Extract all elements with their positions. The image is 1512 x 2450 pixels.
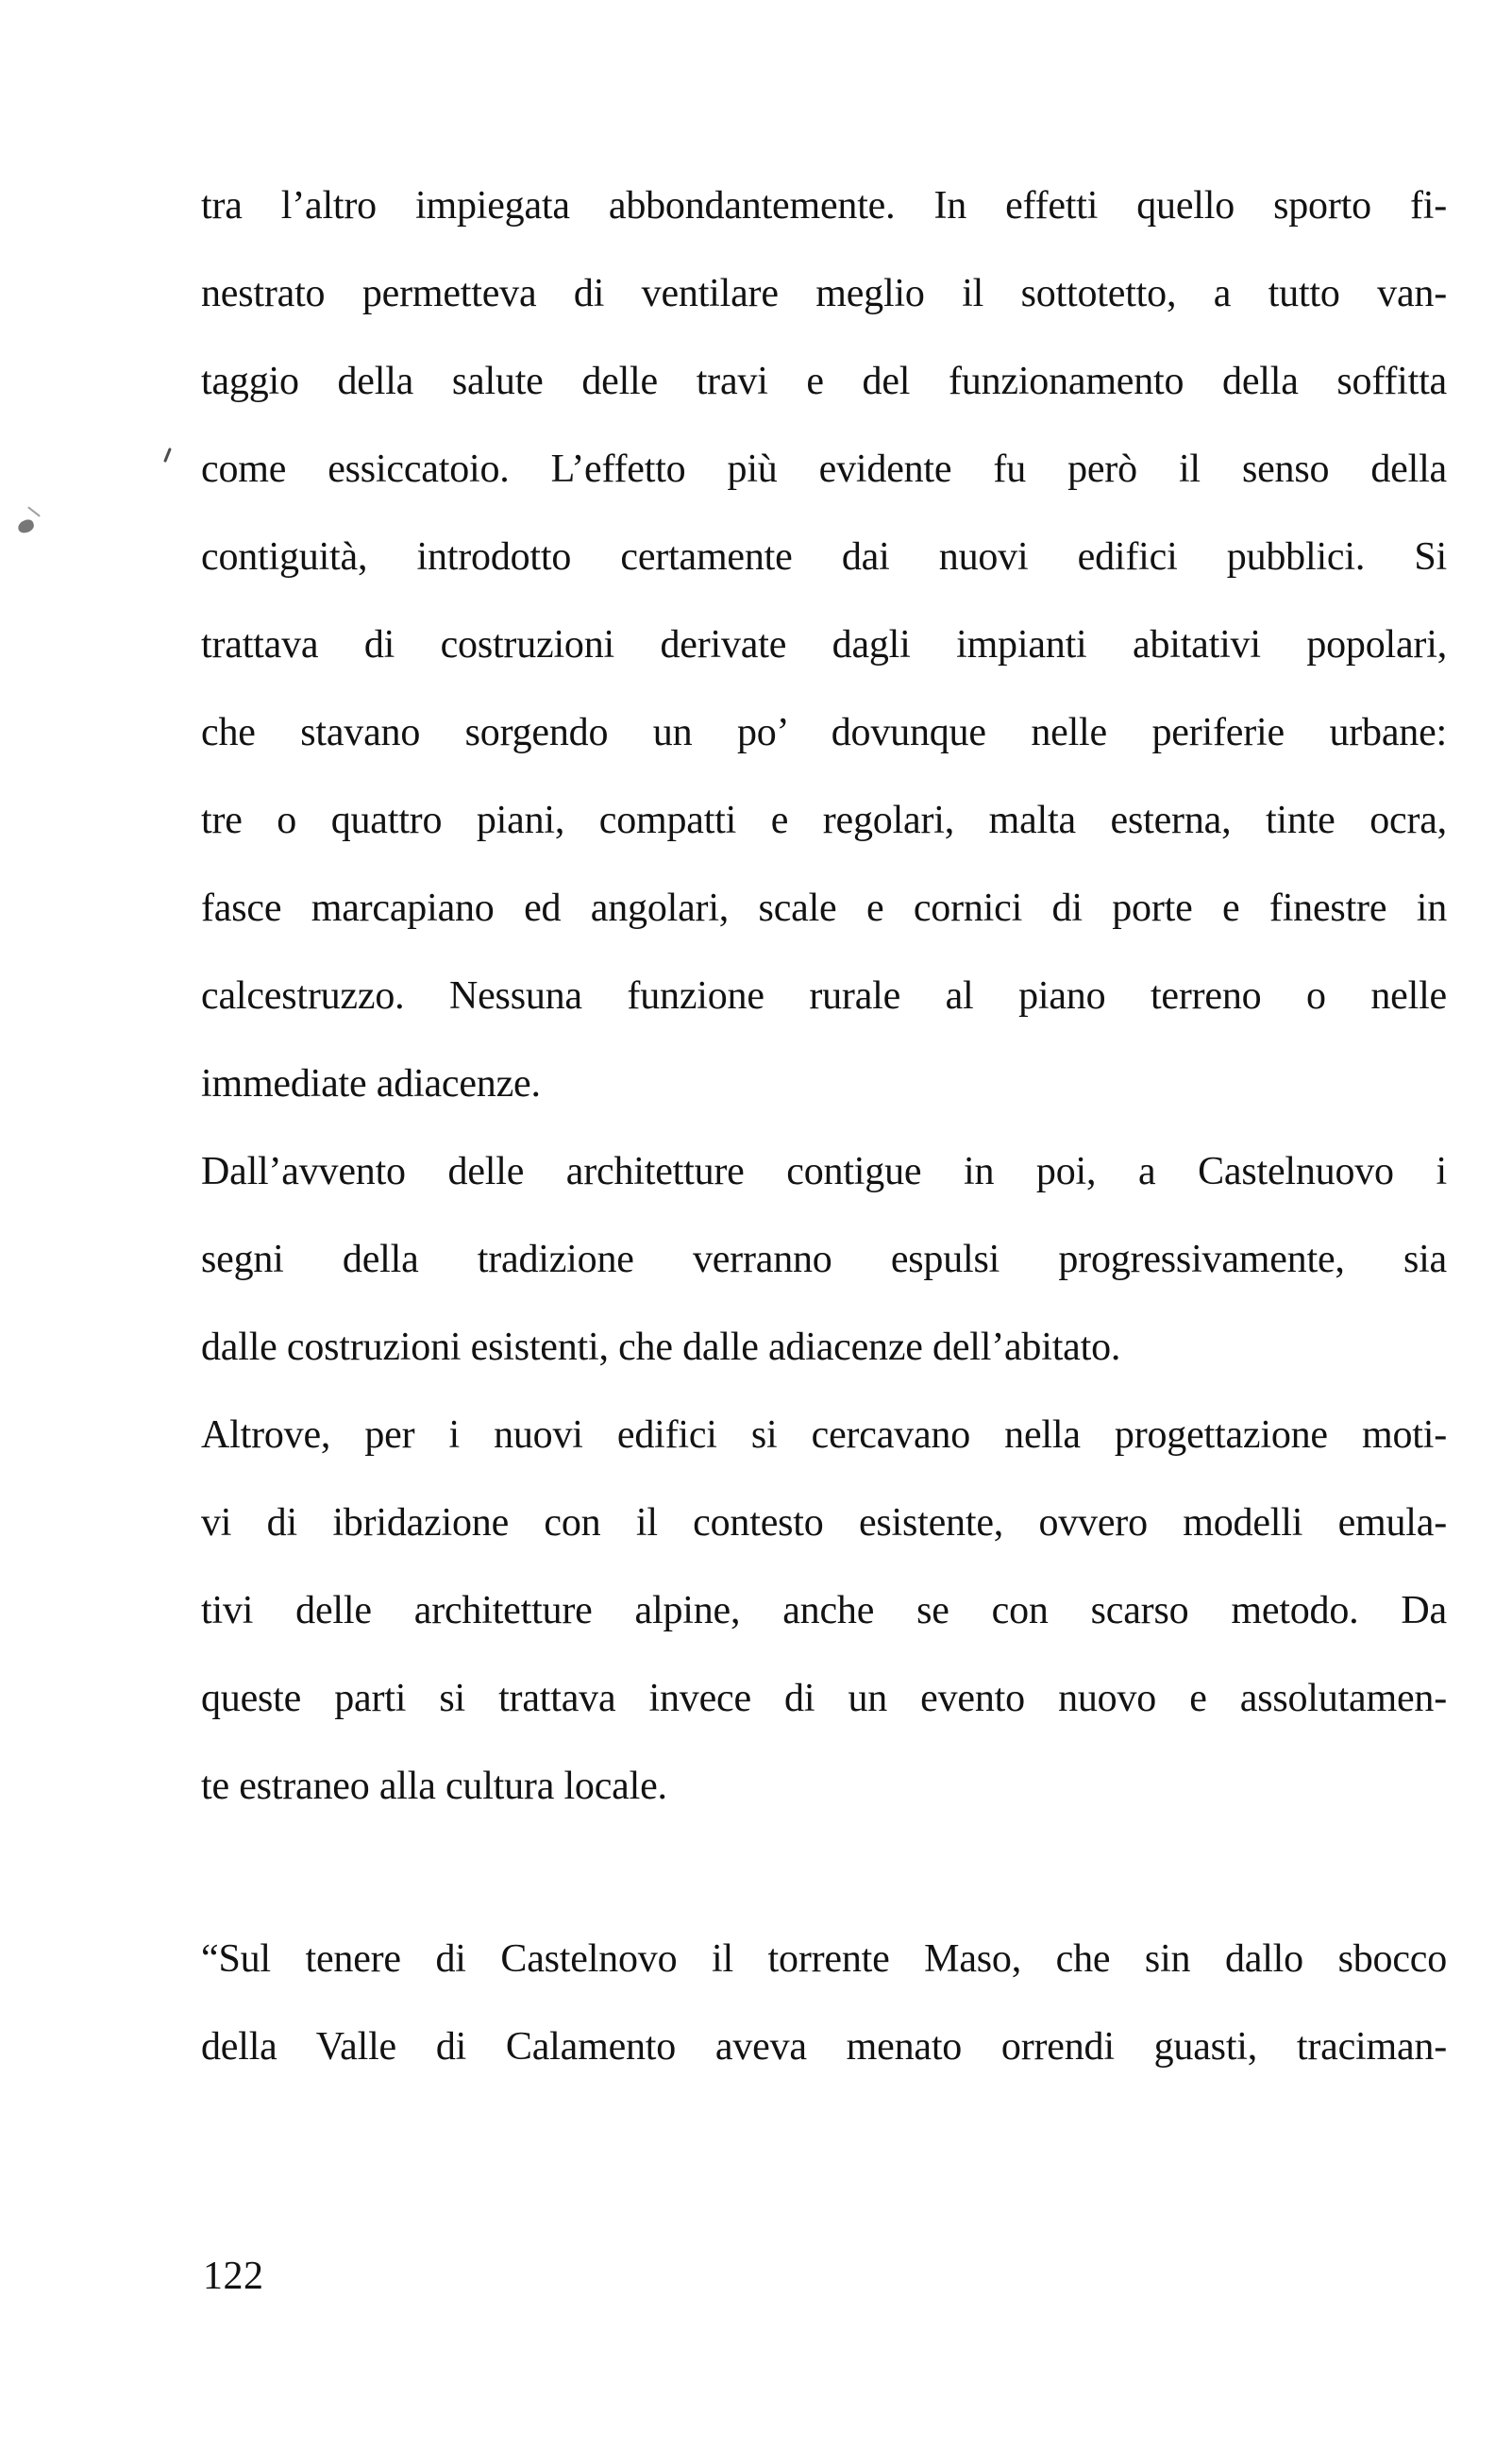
text-block: [201, 162, 1447, 2091]
quote-paragraph: [201, 1916, 1447, 2091]
scan-artifact-stray-mark: [163, 448, 172, 463]
text-line: tre o quattro piani, compatti e regolari, malta esterna, tinte ocra,: [201, 799, 1447, 842]
text-line: te estraneo alla cultura locale.: [201, 1765, 667, 1808]
paragraph-1: [201, 162, 1447, 1128]
paragraph-3: [201, 1392, 1447, 1831]
page-number: 122: [203, 2255, 264, 2298]
text-line: come essiccatoio. L’effetto più evidente fu però il senso della: [201, 448, 1447, 491]
text-line: “Sul tenere di Castelnovo il torrente Maso, che sin dallo sbocco: [201, 1937, 1447, 1981]
scan-artifact-ink-blob: [16, 518, 35, 535]
text-line: Dall’avvento delle architetture contigue in poi, a Castelnuovo i: [201, 1150, 1447, 1193]
paragraph-2: [201, 1128, 1447, 1392]
text-line: della Valle di Calamento aveva menato orrendi guasti, traciman-: [201, 2025, 1447, 2069]
text-line: dalle costruzioni esistenti, che dalle adiacenze dell’abitato.: [201, 1326, 1121, 1369]
text-line: Altrove, per i nuovi edifici si cercavano nella progettazione moti-: [201, 1413, 1447, 1457]
scan-artifact-ink-tail: [27, 506, 41, 516]
text-line: taggio della salute delle travi e del funzionamento della soffitta: [201, 360, 1447, 403]
text-line: segni della tradizione verranno espulsi progressivamente, sia: [201, 1238, 1447, 1281]
text-line: queste parti si trattava invece di un evento nuovo e assolutamen-: [201, 1677, 1447, 1720]
text-line: tra l’altro impiegata abbondantemente. In effetti quello sporto fi-: [201, 184, 1447, 228]
text-line: trattava di costruzioni derivate dagli impianti abitativi popolari,: [201, 623, 1447, 667]
text-line: fasce marcapiano ed angolari, scale e cornici di porte e finestre in: [201, 887, 1447, 930]
text-line: immediate adiacenze.: [201, 1062, 541, 1106]
text-line: nestrato permetteva di ventilare meglio il sottotetto, a tutto van-: [201, 272, 1447, 315]
text-line: tivi delle architetture alpine, anche se con scarso metodo. Da: [201, 1589, 1447, 1632]
text-line: contiguità, introdotto certamente dai nuovi edifici pubblici. Si: [201, 535, 1447, 579]
text-line: calcestruzzo. Nessuna funzione rurale al piano terreno o nelle: [201, 974, 1447, 1018]
text-line: vi di ibridazione con il contesto esistente, ovvero modelli emula-: [201, 1501, 1447, 1545]
text-line: che stavano sorgendo un po’ dovunque nelle periferie urbane:: [201, 711, 1447, 754]
